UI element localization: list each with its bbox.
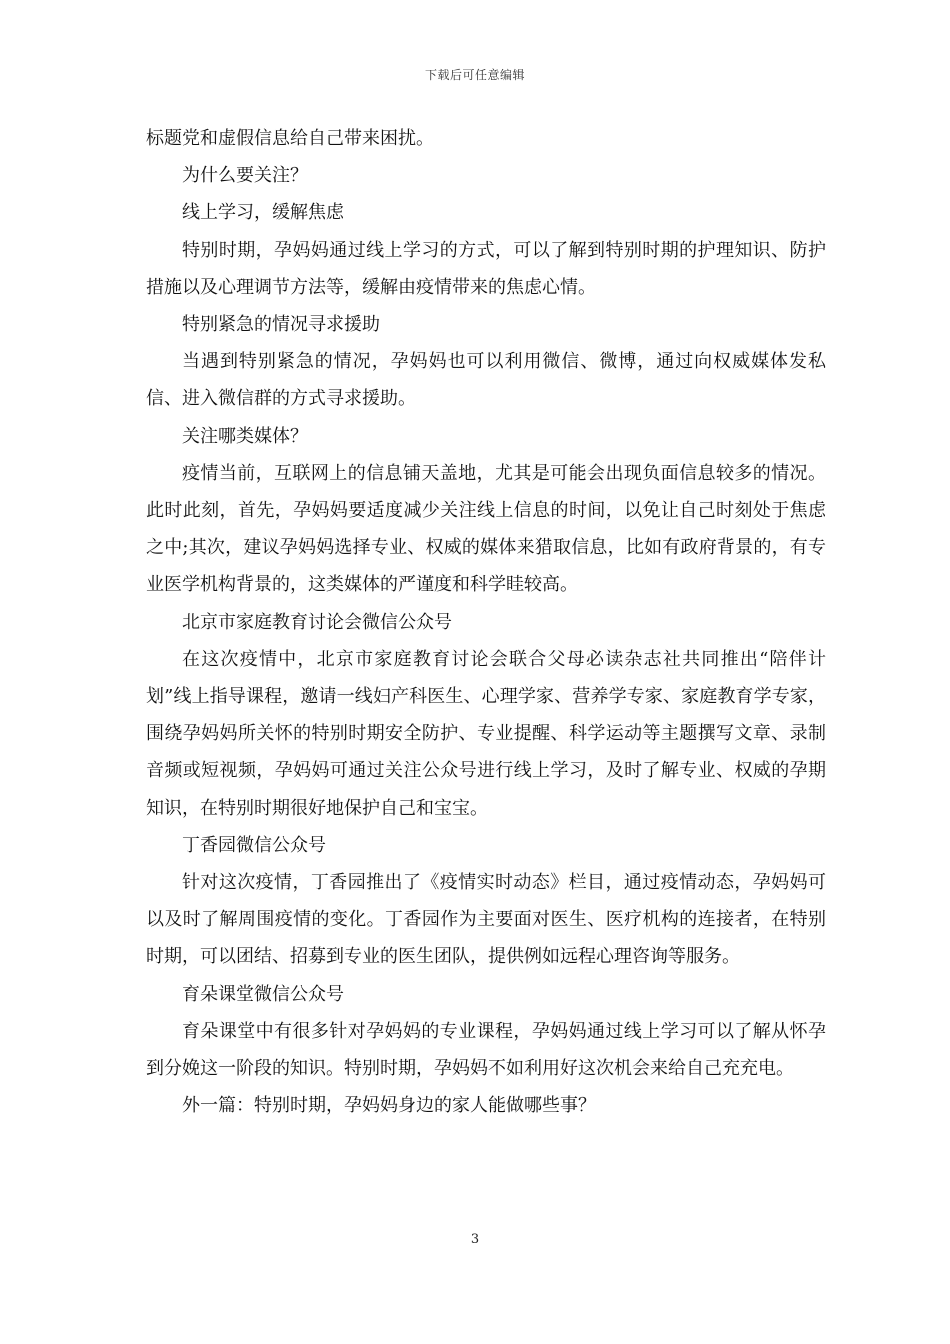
paragraph-beijing-account: 在这次疫情中，北京市家庭教育讨论会联合父母必读杂志社共同推出“陪伴计划”线上指导课程，邀请一线妇产科医生、心理学家、营养学专家、家庭教育学专家，围绕孕妈妈所关怀的特别时期安全防护、专业提醒、科学运动等主题撰写文章、录制音频或短视频，孕妈妈可通过关注公众号进行线上学习，及时了解专业、权威的孕期知识，在特别时期很好地保护自己和宝宝。 xyxy=(146,648,826,819)
paragraph-continuation: 标题党和虚假信息给自己带来困扰。 xyxy=(146,128,434,149)
document-body xyxy=(146,120,826,1124)
subheading-online-learning: 线上学习，缓解焦虑 xyxy=(182,202,344,224)
paragraph-emergency-help: 当遇到特别紧急的情况，孕妈妈也可以利用微信、微博，通过向权威媒体发私信、进入微信群的方式寻求援助。 xyxy=(146,351,826,410)
page-number: 3 xyxy=(470,1232,480,1247)
section-heading-why-follow: 为什么要关注？ xyxy=(182,165,308,187)
section-heading-which-media: 关注哪类媒体？ xyxy=(182,425,308,447)
paragraph-online-learning: 特别时期，孕妈妈通过线上学习的方式，可以了解到特别时期的护理知识、防护措施以及心理调节方法等，缓解由疫情带来的焦虑心情。 xyxy=(146,239,826,298)
subheading-yuduo-account: 育朵课堂微信公众号 xyxy=(182,983,344,1005)
subheading-dingxiangyuan-account: 丁香园微信公众号 xyxy=(182,834,326,856)
section-heading-family: 外一篇：特别时期，孕妈妈身边的家人能做哪些事？ xyxy=(182,1095,596,1117)
paragraph-yuduo-account: 育朵课堂中有很多针对孕妈妈的专业课程，孕妈妈通过线上学习可以了解从怀孕到分娩这一阶段的知识。特别时期，孕妈妈不如利用好这次机会来给自己充充电。 xyxy=(146,1020,826,1080)
paragraph-which-media: 疫情当前，互联网上的信息铺天盖地，尤其是可能会出现负面信息较多的情况。此时此刻，首先，孕妈妈要适度减少关注线上信息的时间，以免让自己时刻处于焦虑之中;其次，建议孕妈妈选择专业、权威的媒体来猎取信息，比如有政府背景的，有专业医学机构背景的，这类媒体的严谨度和科学眭较高。 xyxy=(146,462,826,596)
page-header: 下载后可任意编辑 xyxy=(424,68,525,82)
subheading-beijing-account: 北京市家庭教育讨论会微信公众号 xyxy=(182,611,452,633)
subheading-emergency-help: 特别紧急的情况寻求援助 xyxy=(182,314,380,336)
paragraph-dingxiangyuan-account: 针对这次疫情，丁香园推出了《疫情实时动态》栏目，通过疫情动态，孕妈妈可以及时了解周围疫情的变化。丁香园作为主要面对医生、医疗机构的连接者，在特别时期，可以团结、招募到专业的医生团队，提供例如远程心理咨询等服务。 xyxy=(146,872,826,968)
